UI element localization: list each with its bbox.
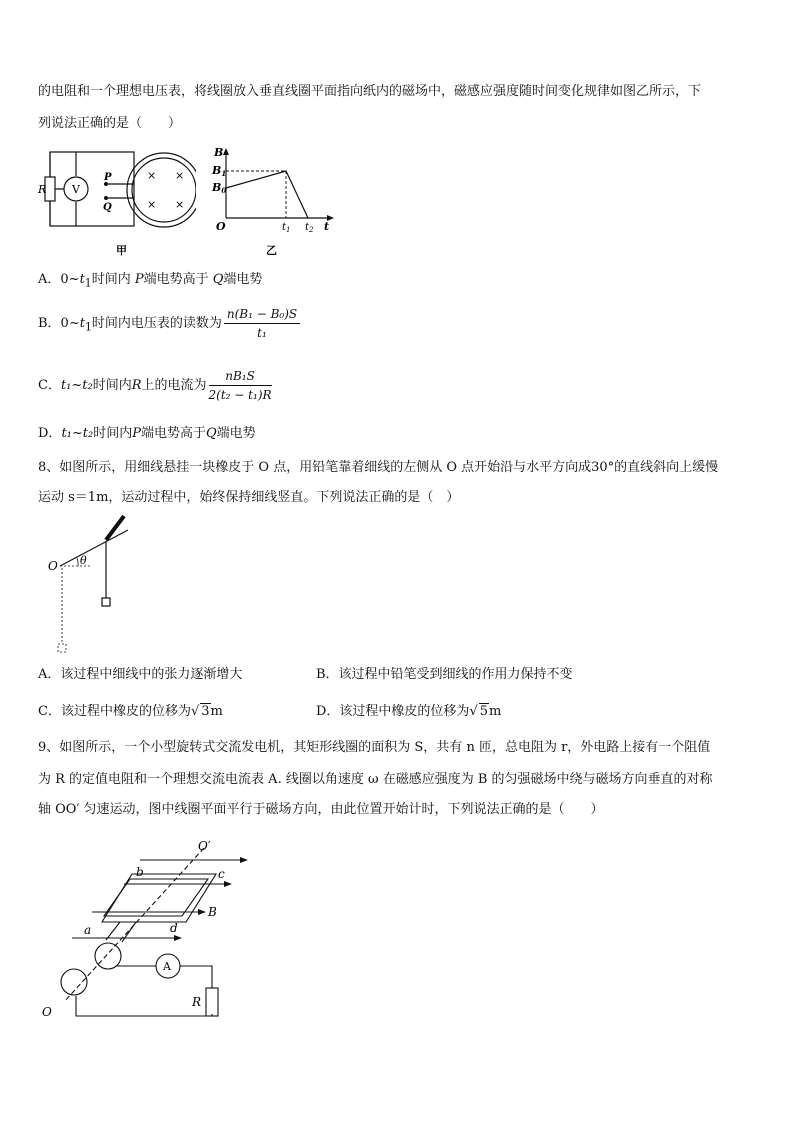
- q7-figure-jia: [36, 146, 196, 256]
- label-R: R: [38, 183, 47, 196]
- field-cross: ×: [175, 198, 185, 211]
- svg-text:A: A: [163, 960, 171, 973]
- q9-stem-line2: 为 R 的定值电阻和一个理想交流电流表 A. 线圈以角速度 ω 在磁感应强度为 B 的匀强磁场中绕与磁场方向垂直的对称: [38, 772, 713, 787]
- q7-figure-yi: [208, 144, 338, 256]
- svg-text:B: B: [208, 905, 217, 919]
- label-P: P: [104, 172, 112, 183]
- field-cross: ×: [147, 198, 157, 211]
- field-cross: ×: [147, 169, 157, 182]
- q7-option-a[interactable]: A．$0\sim t_1$时间内 P端电势高于 Q端电势: [38, 272, 263, 290]
- q7-stem-line2: 列说法正确的是（ ）: [38, 116, 182, 131]
- svg-text:c: c: [218, 867, 225, 881]
- svg-text:θ: θ: [80, 554, 87, 567]
- svg-text:O′: O′: [198, 839, 211, 853]
- label-Q: Q: [103, 202, 112, 213]
- resistor-R: [206, 988, 218, 1016]
- q9-stem-line1: 9、如图所示，一个小型旋转式交流发电机，其矩形线圈的面积为 S，共有 n 匝，总电阻为 r，外电路上接有一个阻值: [38, 740, 711, 755]
- svg-text:O: O: [42, 1005, 52, 1019]
- svg-text:a: a: [84, 923, 92, 937]
- q8-option-a[interactable]: A．该过程中细线中的张力逐渐增大: [38, 667, 243, 682]
- q8-option-c[interactable]: C．该过程中橡皮的位移为√ 3m: [38, 704, 223, 719]
- svg-text:O: O: [48, 559, 58, 573]
- svg-text:d: d: [170, 921, 178, 935]
- svg-text:O: O: [216, 220, 226, 233]
- q9-stem-line3: 轴 OO′ 匀速运动，图中线圈平面平行于磁场方向，由此位置开始计时，下列说法正确的是（ ）: [38, 802, 604, 817]
- svg-text:t1: $t_1$: [282, 222, 291, 234]
- q8-stem-line1: 8、如图所示，用细线悬挂一块橡皮于 O 点，用铅笔靠着细线的左侧从 O 点开始沿与水平方向成30°的直线斜向上缓慢: [38, 460, 719, 475]
- svg-text:b: b: [136, 865, 144, 879]
- q7-option-b[interactable]: B．$0\sim t_1$时间内电压表的读数为 $\frac{\text{n(B₁ − B₀)S}}{\text{t₁}}$: [38, 306, 300, 341]
- svg-text:t: t: [324, 220, 330, 233]
- q7-option-d[interactable]: D．t₁~t₂时间内P端电势高于Q端电势: [38, 426, 256, 441]
- caption-jia: 甲: [116, 244, 127, 256]
- q8-option-d[interactable]: D．该过程中橡皮的位移为√ 5m: [316, 704, 502, 719]
- svg-text:B: B: [214, 146, 224, 159]
- q7-option-c[interactable]: C．t₁~t₂时间内R上的电流为 $\frac{\text{nB₁S}}{\text{2(t₂ − t₁)R}}$: [38, 369, 272, 402]
- field-cross: ×: [175, 169, 185, 182]
- q7-stem-line1: 的电阻和一个理想电压表，将线圈放入垂直线圈平面指向纸内的磁场中，磁感应强度随时间变化规律如图乙所示，下: [38, 84, 702, 99]
- q8-stem-line2: 运动 s＝1m，运动过程中，始终保持细线竖直。下列说法正确的是（ ）: [38, 490, 460, 505]
- q8-figure: [44, 512, 154, 657]
- svg-text:B1: B1: [212, 164, 227, 178]
- svg-text:R: R: [192, 995, 202, 1009]
- svg-text:t2: $t_2$: [305, 222, 314, 234]
- svg-text:B0: B0: [212, 181, 227, 195]
- label-V: V: [72, 183, 80, 196]
- caption-yi: 乙: [266, 244, 277, 256]
- q8-option-b[interactable]: B．该过程中铅笔受到细线的作用力保持不变: [316, 667, 573, 682]
- q9-figure: [36, 836, 276, 1026]
- resistor-R: [45, 177, 55, 201]
